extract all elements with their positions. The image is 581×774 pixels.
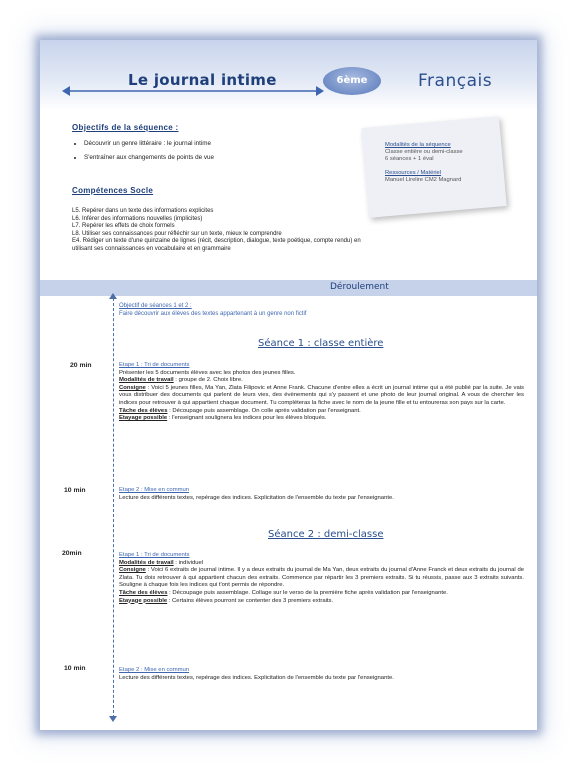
etayage-line — [119, 415, 524, 423]
tache-line — [119, 408, 524, 416]
competence-line: L7. Repérer les effets de choix formels — [72, 223, 175, 230]
modalites-line — [119, 560, 524, 568]
etayage-label: Etayage possible — [119, 597, 168, 604]
list-item: • Découvrir un genre littéraire : le journal intime — [84, 137, 214, 151]
step-text: Présenter les 5 documents élèves avec les photos des jeunes filles. — [119, 369, 296, 376]
seance2-title: Séance 2 : demi-classe — [268, 529, 384, 540]
intro-heading: Objectif de séances 1 et 2 : — [119, 303, 192, 309]
objectives-list — [72, 137, 214, 165]
intro-text: Faire découvrir aux élèves des textes appartenant à un genre non fictif — [119, 311, 307, 317]
step-time: 20min — [62, 550, 82, 557]
etayage-label: Etayage possible — [119, 415, 168, 422]
modalites-text: : individuel — [173, 559, 204, 566]
tache-line — [119, 590, 524, 598]
modalites-label: Modalités de travail — [119, 377, 174, 384]
competence-line: L5. Repérer dans un texte des informations explicites — [72, 208, 214, 214]
modalites-heading: Modalités de la séquence — [385, 142, 451, 148]
deroulement-label: Déroulement — [330, 282, 389, 292]
step-label: Etape 2 : Mise en commun — [119, 667, 190, 673]
objectives-heading: Objectifs de la séquence : — [72, 123, 179, 132]
tache-label: Tâche des élèves — [119, 407, 168, 414]
level-badge: 6ème — [323, 67, 381, 95]
step-time: 10 min — [64, 665, 86, 672]
document-title: Le journal intime — [128, 71, 277, 89]
etayage-text: : Certains élèves pourront se contenter des 3 premiers extraits. — [167, 597, 334, 604]
arrow-down-icon — [109, 716, 117, 722]
etayage-text: : l'enseignant soulignera les indices pour les élèves bloqués. — [167, 415, 327, 422]
tache-label: Tâche des élèves — [119, 589, 168, 596]
step-label: Etape 1 : Tri de documents — [119, 362, 190, 368]
tache-text: : Découpage puis assemblage. On colle après validation par l'enseignant. — [167, 407, 361, 414]
subject-title: Français — [418, 71, 493, 91]
modalites-label: Modalités de travail — [119, 559, 174, 566]
consigne-text: : Voici 5 jeunes filles, Ma Yan, Zlata Filipovic et Anne Frank. Chacune d'entre elles a écrit un journal intime qui a été publié par la suite. Je vais vous distribuer des documents qui parlent de leurs vies, des évènements qui s'y passent et une photo de leur journal original. A vous de chercher les indices pour retrouver à qui appartient chaque document. Tu compléteras la fiche avec le nom de la jeune fille et tu entoureras son pays sur la carte. — [119, 384, 524, 406]
consigne-text: : Voici 6 extraits de journal intime. Il y a deux extraits du journal de Ma Yan, deux extraits du journal d'Anne Franck et deux extraits du journal de Zlata. Tu dois retrouver à qui appartient chacun des extraits. Commence par répartir les 3 premiers extraits. Si tu réussis, passe aux 3 extraits suivants. Souligne à chaque fois les indices qui t'ont permis de répondre. — [119, 567, 524, 589]
step-text: Lecture des différents textes, repérage des indices. Explicitation de l'ensemble du texte par l'enseignante. — [119, 674, 394, 681]
step-time: 20 min — [70, 362, 92, 369]
intro-block — [119, 302, 479, 318]
modalites-line — [119, 377, 524, 385]
arrow-up-icon — [109, 293, 117, 299]
consigne-line — [119, 385, 524, 408]
ressources-line: Manuel Lirelire CM2 Magnard — [385, 176, 462, 183]
step-label: Etape 2 : Mise en commun — [119, 487, 190, 493]
timeline — [113, 298, 115, 718]
consigne-line — [119, 567, 524, 590]
step-text: Lecture des différents textes, repérage des indices. Explicitation de l'ensemble du texte par l'enseignante. — [119, 494, 394, 501]
sticky-note-content — [385, 142, 505, 184]
document-page — [40, 40, 537, 730]
seance1-step1 — [119, 362, 524, 423]
competences-heading: Compétences Socle — [72, 186, 154, 195]
consigne-label: Consigne — [119, 567, 146, 574]
double-arrow-icon — [62, 85, 324, 97]
list-item: • S'entraîner aux changements de points de vue — [84, 151, 214, 165]
consigne-label: Consigne — [119, 384, 146, 391]
competence-line: L8. Utiliser ses connaissances pour réfléchir sur un texte, mieux le comprendre — [72, 230, 282, 237]
modalites-text: : groupe de 2. Choix libre. — [173, 377, 243, 384]
step-label: Etape 1 : Tri de documents — [119, 552, 190, 558]
step-time: 10 min — [64, 487, 86, 494]
modalites-line: 6 séances + 1 éval — [385, 156, 434, 163]
seance1-step2 — [119, 487, 524, 502]
modalites-line: Classe entière ou demi-classe — [385, 149, 463, 156]
etayage-line — [119, 598, 524, 606]
competence-line: E4. Rédiger un texte d'une quinzaine de lignes (récit, description, dialogue, texte poétique, compte rendu) en utilisant ses connaissances en vocabulaire et en grammaire — [72, 238, 361, 252]
competences-list — [72, 208, 362, 254]
seance1-title: Séance 1 : classe entière — [258, 338, 384, 349]
tache-text: : Découpage puis assemblage. Collage sur le verso de la première fiche après validation par l'enseignante. — [167, 589, 448, 596]
competence-line: L6. Inférer des informations nouvelles (implicites) — [72, 215, 203, 222]
seance2-step2 — [119, 667, 524, 682]
seance2-step1 — [119, 552, 524, 605]
ressources-heading: Ressources / Matériel — [385, 169, 442, 176]
